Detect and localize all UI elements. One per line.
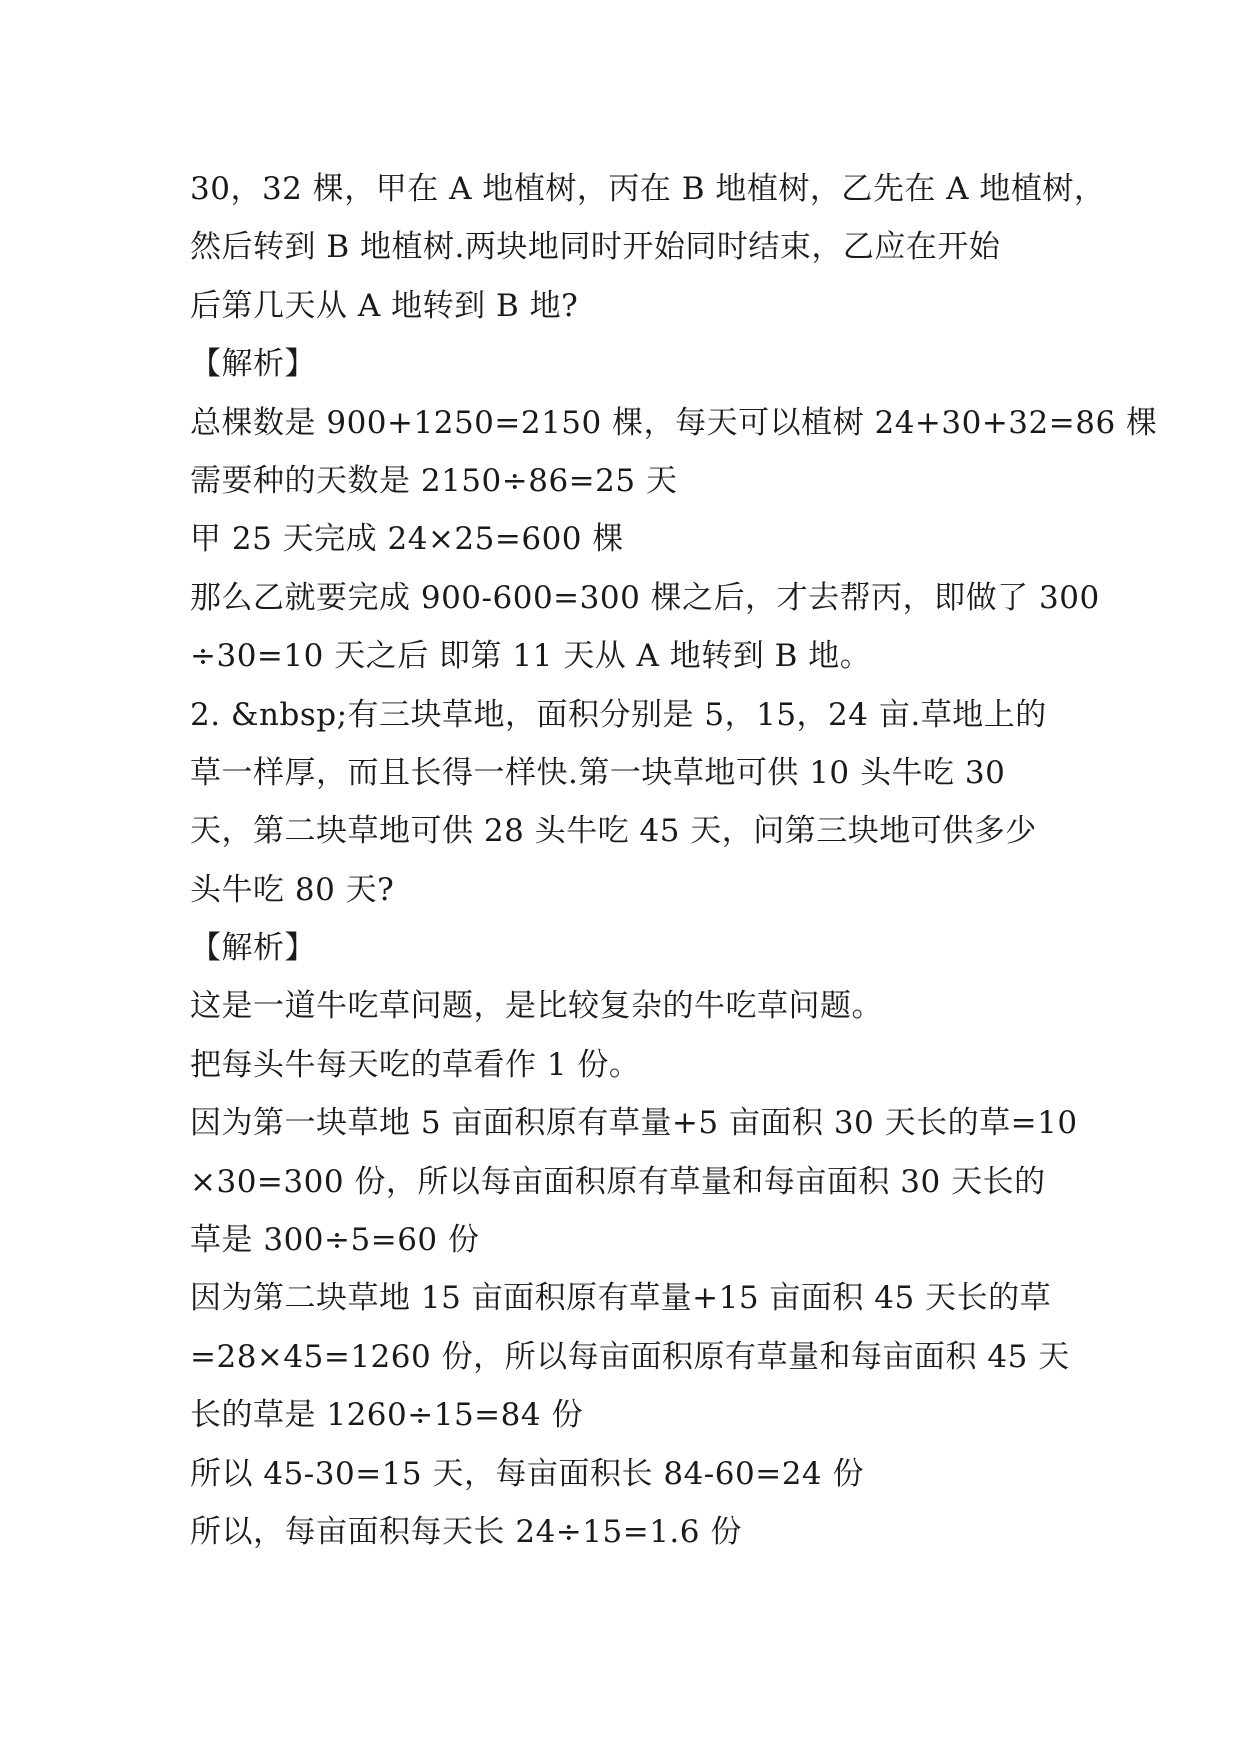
text-line: =28×45=1260 份，所以每亩面积原有草量和每亩面积 45 天 — [190, 1338, 1070, 1375]
text-line: 那么乙就要完成 900-600=300 棵之后，才去帮丙，即做了 300 — [190, 579, 1100, 616]
text-line: 然后转到 B 地植树.两块地同时开始同时结束，乙应在开始 — [190, 229, 1001, 266]
section-heading-analysis: 【解析】 — [190, 346, 316, 383]
text-line: 长的草是 1260÷15=84 份 — [190, 1397, 583, 1434]
text-line: 因为第一块草地 5 亩面积原有草量+5 亩面积 30 天长的草=10 — [190, 1105, 1078, 1142]
text-line: 需要种的天数是 2150÷86=25 天 — [190, 462, 678, 499]
problem-2-statement: 2. &nbsp;有三块草地，面积分别是 5，15，24 亩.草地上的 — [190, 696, 1047, 733]
text-line: 30，32 棵，甲在 A 地植树，丙在 B 地植树，乙先在 A 地植树， — [190, 171, 1106, 207]
text-line: ÷30=10 天之后 即第 11 天从 A 地转到 B 地。 — [190, 638, 872, 675]
section-heading-analysis: 【解析】 — [190, 930, 316, 967]
text-line: 因为第二块草地 15 亩面积原有草量+15 亩面积 45 天长的草 — [190, 1280, 1052, 1317]
text-line: 这是一道牛吃草问题，是比较复杂的牛吃草问题。 — [190, 988, 883, 1025]
text-line: 天，第二块草地可供 28 头牛吃 45 天，问第三块地可供多少 — [190, 813, 1037, 850]
text-line: 头牛吃 80 天? — [190, 871, 395, 908]
text-line: 所以，每亩面积每天长 24÷15=1.6 份 — [190, 1513, 742, 1550]
text-line: 甲 25 天完成 24×25=600 棵 — [190, 521, 624, 558]
text-line: ×30=300 份，所以每亩面积原有草量和每亩面积 30 天长的 — [190, 1163, 1046, 1200]
text-line: 后第几天从 A 地转到 B 地? — [190, 287, 579, 324]
text-line: 所以 45-30=15 天，每亩面积长 84-60=24 份 — [190, 1455, 864, 1492]
text-line: 草是 300÷5=60 份 — [190, 1222, 480, 1259]
text-line: 总棵数是 900+1250=2150 棵，每天可以植树 24+30+32=86 棵 — [190, 404, 1158, 441]
text-line: 草一样厚，而且长得一样快.第一块草地可供 10 头牛吃 30 — [190, 754, 1006, 791]
document-body — [190, 160, 1158, 1561]
text-line: 把每头牛每天吃的草看作 1 份。 — [190, 1046, 641, 1083]
